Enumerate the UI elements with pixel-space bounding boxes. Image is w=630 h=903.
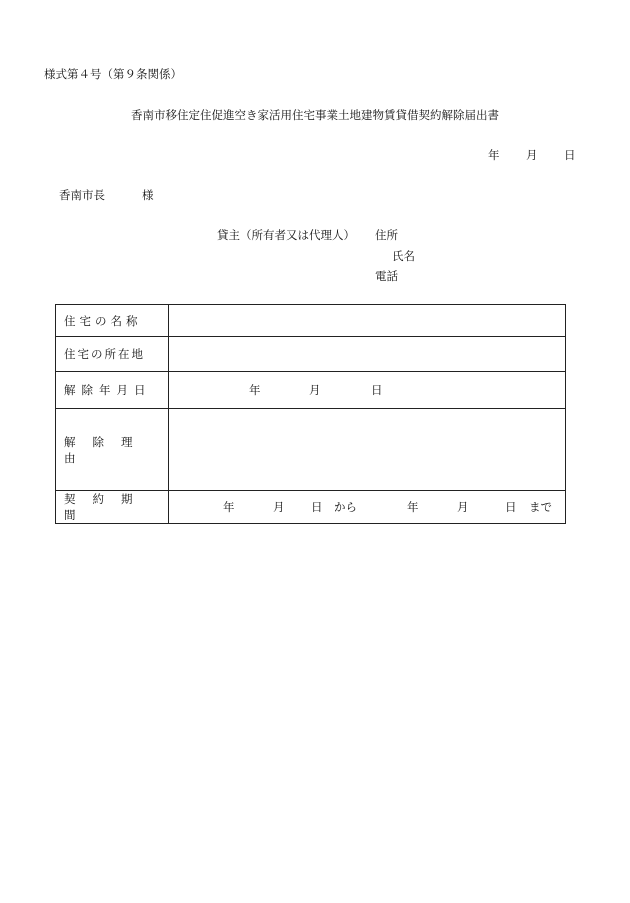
- house-name-field[interactable]: [169, 305, 566, 337]
- house-name-label: 住宅の名称: [56, 305, 169, 337]
- table-row-cancel-reason: [56, 409, 566, 491]
- cancel-reason-field[interactable]: [169, 409, 566, 491]
- name-label: 氏名: [392, 249, 415, 263]
- cancel-month-label: 月: [309, 383, 321, 397]
- period-end-year: 年: [407, 500, 419, 514]
- period-start-year: 年: [223, 500, 235, 514]
- contract-period-field[interactable]: [169, 491, 566, 524]
- date-day-label: 日: [564, 148, 576, 162]
- document-title: 香南市移住定住促進空き家活用住宅事業土地建物賃貸借契約解除届出書: [131, 108, 499, 122]
- form-table: [55, 304, 566, 524]
- table-row-contract-period: [56, 491, 566, 524]
- landlord-label: 貸主（所有者又は代理人）: [217, 228, 355, 242]
- period-start-day: 日: [311, 500, 323, 514]
- cancel-reason-label: 解除理由: [56, 409, 169, 491]
- cancel-date-label: 解除年月日: [56, 372, 169, 409]
- recipient-name: 香南市長: [59, 188, 105, 202]
- form-number: 様式第４号（第９条関係）: [44, 67, 182, 81]
- date-month-label: 月: [526, 148, 538, 162]
- cancel-year-label: 年: [249, 383, 261, 397]
- cancel-date-field[interactable]: [169, 372, 566, 409]
- house-location-label: 住宅の所在地: [56, 337, 169, 372]
- recipient-honorific: 様: [142, 188, 154, 202]
- table-row-house-location: [56, 337, 566, 372]
- period-from: から: [334, 500, 357, 514]
- cancel-day-label: 日: [371, 383, 383, 397]
- period-end-day: 日: [505, 500, 517, 514]
- table-row-cancel-date: [56, 372, 566, 409]
- phone-label: 電話: [375, 269, 398, 283]
- date-year-label: 年: [488, 148, 500, 162]
- period-end-month: 月: [457, 500, 469, 514]
- period-until: まで: [529, 500, 552, 514]
- address-label: 住所: [375, 228, 398, 242]
- period-start-month: 月: [273, 500, 285, 514]
- house-location-field[interactable]: [169, 337, 566, 372]
- table-row-house-name: [56, 305, 566, 337]
- contract-period-label: 契約期間: [56, 491, 169, 524]
